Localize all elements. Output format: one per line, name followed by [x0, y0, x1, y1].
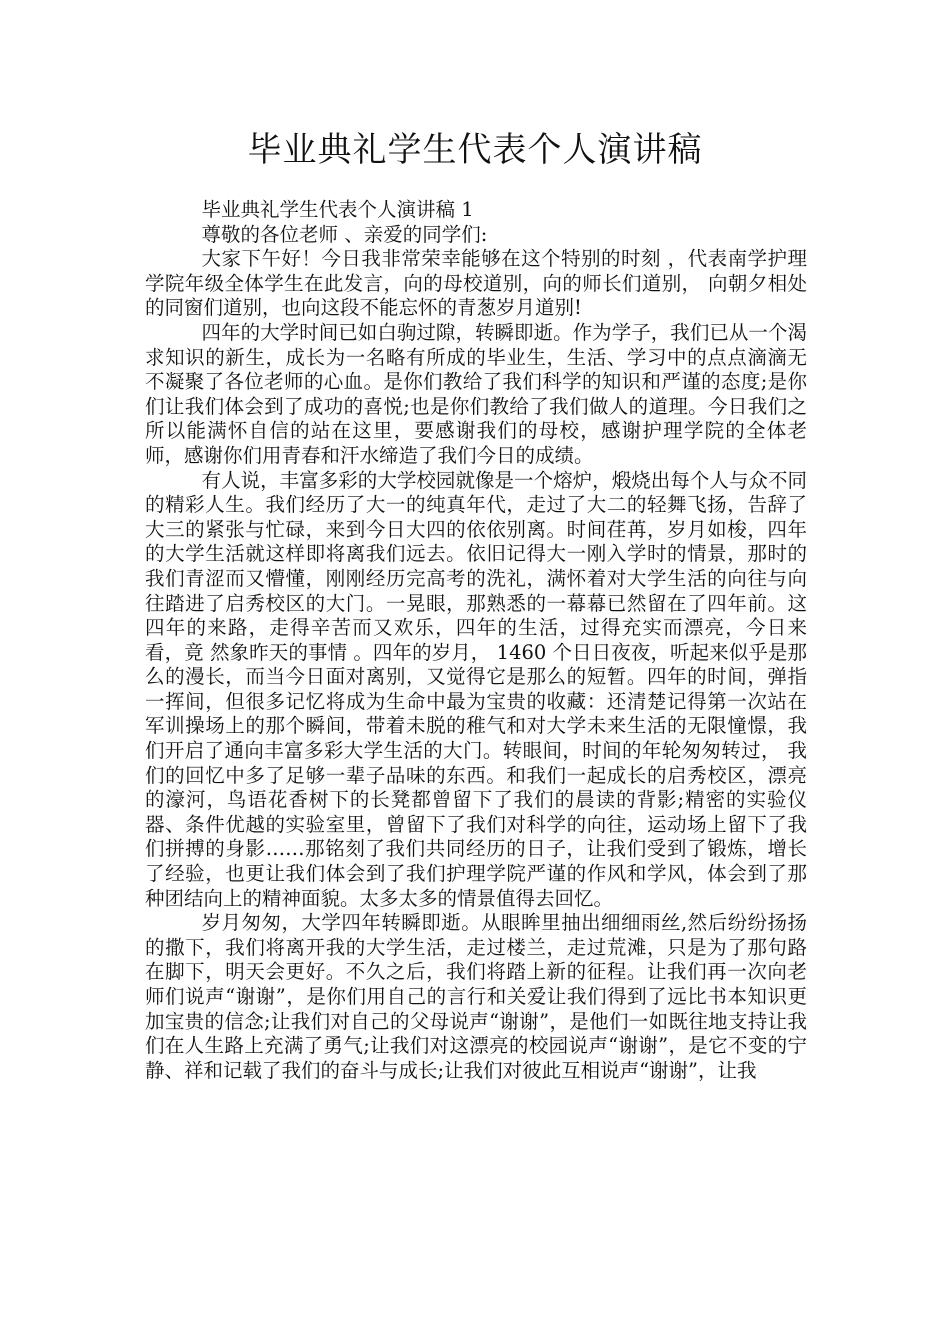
paragraph-memories: 有人说，丰富多彩的大学校园就像是一个熔炉，煅烧出每个人与众不同的精彩人生。我们经历了大一的纯真年代，走过了大二的轻舞飞扬，告辞了大三的紧张与忙碌，来到今日大四的依依别离。时间荏苒，岁月如梭，四年的大学生活就这样即将离我们远去。依旧记得大一刚入学时的情景，那时的我们青涩而又懵懂，刚刚经历完高考的洗礼，满怀着对大学生活的向往与向往踏进了启秀校区的大门。一晃眼，那熟悉的一幕幕已然留在了四年前。这四年的来路，走得辛苦而又欢乐，四年的生活，过得充实而漂亮，今日来看，竟 然象昨天的事情 。四年的岁月， 1460 个日日夜夜，听起来似乎是那么的漫长，而当今日面对离别，又觉得它是那么的短暂。四年的时间，弹指一挥间，但很多记忆将成为生命中最为宝贵的收藏：还清楚记得第一次站在军训操场上的那个瞬间，带着未脱的稚气和对大学未来生活的无限憧憬，我们开启了通向丰富多彩大学生活的大门。转眼间，时间的年轮匆匆转过， 我们的回忆中多了足够一辈子品味的东西。和我们一起成长的启秀校区，漂亮的濠河，鸟语花香树下的长凳都曾留下了我们的晨读的背影;精密的实验仪器、条件优越的实验室里，曾留下了我们对科学的向往，运动场上留下了我们拼搏的身影……那铭刻了我们共同经历的日子，让我们受到了锻炼，增长了经验，也更让我们体会到了我们护理学院严谨的作风和学风，体会到了那种团结向上的精神面貌。太多太多的情景值得去回忆。: [145, 468, 807, 910]
paragraph-four-years: 四年的大学时间已如白驹过隙，转瞬即逝。作为学子，我们已从一个渴求知识的新生，成长为一名略有所成的毕业生，生活、学习中的点点滴滴无不凝聚了各位老师的心血。是你们教给了我们科学的知识和严谨的态度;是你们让我们体会到了成功的喜悦;也是你们教给了我们做人的道理。今日我们之所以能满怀自信的站在这里，要感谢我们的母校，感谢护理学院的全体老师，感谢你们用青春和汗水缔造了我们今日的成绩。: [145, 320, 807, 467]
paragraph-greeting: 大家下午好！今日我非常荣幸能够在这个特别的时刻 ，代表南学护理学院年级全体学生在此发言，向的母校道别，向的师长们道别， 向朝夕相处的同窗们道别，也向这段不能忘怀的青葱岁月道别!: [145, 247, 807, 320]
document-title: 毕业典礼学生代表个人演讲稿: [247, 130, 703, 170]
speech-subtitle: 毕业典礼学生代表个人演讲稿 1: [201, 198, 474, 221]
paragraph-thanks: 岁月匆匆，大学四年转瞬即逝。从眼眸里抽出细细雨丝,然后纷纷扬扬的撒下，我们将离开我的大学生活，走过楼兰，走过荒滩，只是为了那句路在脚下，明天会更好。不久之后，我们将踏上新的征程。让我们再一次向老师们说声“谢谢”，是你们用自己的言行和关爱让我们得到了远比书本知识更加宝贵的信念;让我们对自己的父母说声“谢谢”，是他们一如既往地支持让我们在人生路上充满了勇气;让我们对这漂亮的校园说声“谢谢”，是它不变的宁静、祥和记载了我们的奋斗与成长;让我们对彼此互相说声“谢谢”，让我: [145, 911, 807, 1082]
document-body: [145, 198, 807, 1083]
speech-salutation: 尊敬的各位老师 、亲爱的同学们:: [201, 222, 488, 246]
